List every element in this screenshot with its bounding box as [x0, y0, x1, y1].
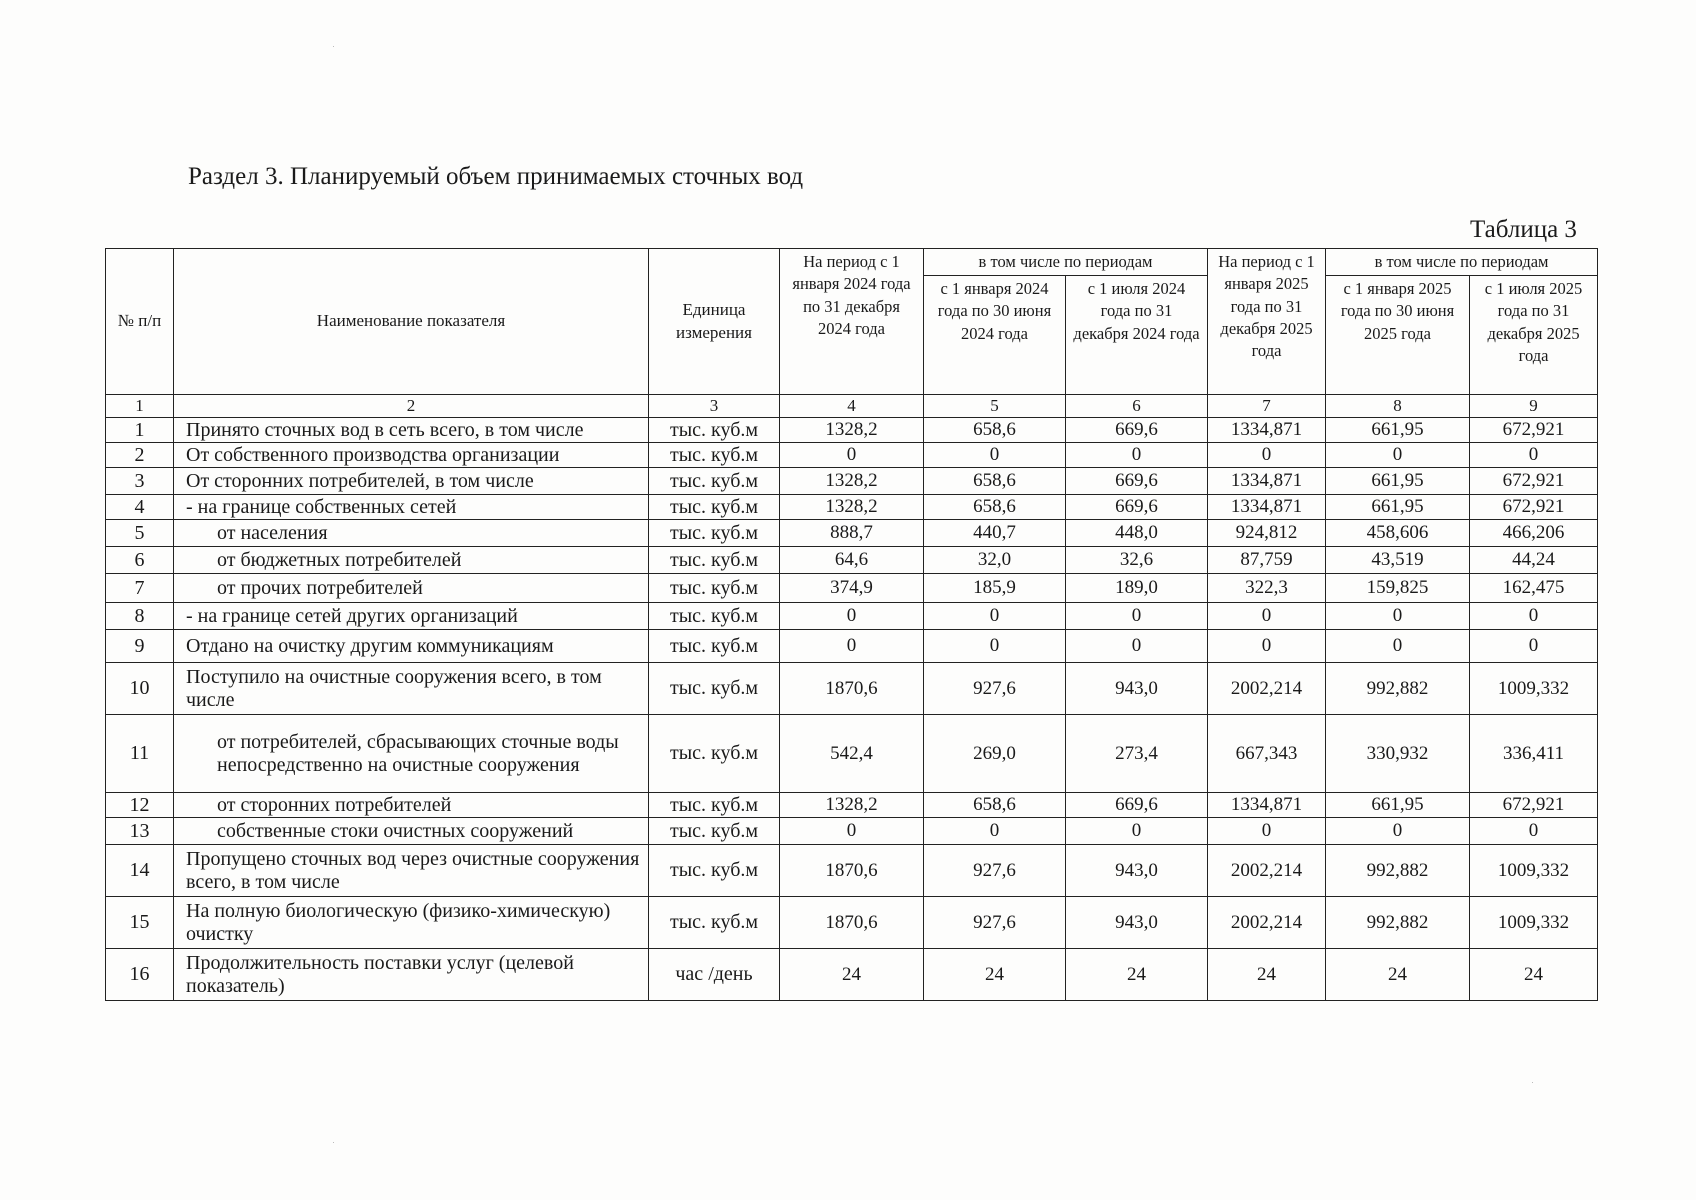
value-cell: 661,95 [1326, 418, 1470, 443]
header-h2-2024: с 1 июля 2024 года по 31 декабря 2024 года [1066, 276, 1208, 395]
value-cell: 0 [1470, 630, 1598, 663]
value-cell: 0 [780, 818, 924, 845]
value-cell: 0 [1066, 818, 1208, 845]
row-number: 4 [106, 495, 174, 520]
row-number: 6 [106, 547, 174, 574]
value-cell: 672,921 [1470, 468, 1598, 495]
indicator-name: Принято сточных вод в сеть всего, в том числе [174, 418, 649, 443]
column-number: 1 [106, 395, 174, 418]
indicator-name: - на границе собственных сетей [174, 495, 649, 520]
value-cell: 1328,2 [780, 468, 924, 495]
value-cell: 24 [1470, 949, 1598, 1001]
table-row [106, 818, 1598, 845]
unit: час /день [649, 949, 780, 1001]
unit: тыс. куб.м [649, 715, 780, 793]
row-number: 13 [106, 818, 174, 845]
row-number: 15 [106, 897, 174, 949]
value-cell: 24 [924, 949, 1066, 1001]
document-title: Раздел 3. Планируемый объем принимаемых сточных вод [188, 163, 804, 190]
header-h2-2025: с 1 июля 2025 года по 31 декабря 2025 года [1470, 276, 1598, 395]
unit: тыс. куб.м [649, 547, 780, 574]
value-cell: 1009,332 [1470, 897, 1598, 949]
value-cell: 189,0 [1066, 574, 1208, 603]
value-cell: 1334,871 [1208, 495, 1326, 520]
value-cell: 927,6 [924, 663, 1066, 715]
value-cell: 458,606 [1326, 520, 1470, 547]
value-cell: 667,343 [1208, 715, 1326, 793]
value-cell: 440,7 [924, 520, 1066, 547]
value-cell: 336,411 [1470, 715, 1598, 793]
value-cell: 0 [1326, 603, 1470, 630]
value-cell: 1009,332 [1470, 663, 1598, 715]
value-cell: 159,825 [1326, 574, 1470, 603]
value-cell: 672,921 [1470, 793, 1598, 818]
value-cell: 661,95 [1326, 793, 1470, 818]
value-cell: 888,7 [780, 520, 924, 547]
value-cell: 0 [1326, 818, 1470, 845]
header-name: Наименование показателя [174, 249, 649, 395]
table-row [106, 949, 1598, 1001]
table-row [106, 663, 1598, 715]
value-cell: 924,812 [1208, 520, 1326, 547]
header-h1-2024: с 1 января 2024 года по 30 июня 2024 года [924, 276, 1066, 395]
row-number: 10 [106, 663, 174, 715]
scan-speck [333, 46, 334, 47]
value-cell: 0 [1208, 818, 1326, 845]
value-cell: 0 [1208, 443, 1326, 468]
value-cell: 658,6 [924, 418, 1066, 443]
value-cell: 661,95 [1326, 495, 1470, 520]
unit: тыс. куб.м [649, 845, 780, 897]
indicator-name: От собственного производства организации [174, 443, 649, 468]
value-cell: 273,4 [1066, 715, 1208, 793]
value-cell: 658,6 [924, 793, 1066, 818]
table-row [106, 468, 1598, 495]
header-h1-2025: с 1 января 2025 года по 30 июня 2025 года [1326, 276, 1470, 395]
indicator-name: Пропущено сточных вод через очистные сооружения всего, в том числе [174, 845, 649, 897]
header-split-2024: в том числе по периодам [924, 249, 1208, 276]
indicator-name: собственные стоки очистных сооружений [174, 818, 649, 845]
table-row [106, 574, 1598, 603]
unit: тыс. куб.м [649, 897, 780, 949]
value-cell: 44,24 [1470, 547, 1598, 574]
unit: тыс. куб.м [649, 663, 780, 715]
table-row [106, 547, 1598, 574]
value-cell: 1870,6 [780, 897, 924, 949]
value-cell: 669,6 [1066, 495, 1208, 520]
value-cell: 669,6 [1066, 418, 1208, 443]
value-cell: 669,6 [1066, 793, 1208, 818]
column-number: 6 [1066, 395, 1208, 418]
value-cell: 0 [1066, 443, 1208, 468]
indicator-name: от населения [174, 520, 649, 547]
unit: тыс. куб.м [649, 443, 780, 468]
indicator-name: - на границе сетей других организаций [174, 603, 649, 630]
table-caption: Таблица 3 [1470, 216, 1577, 243]
header-period-2024: На период с 1 января 2024 года по 31 декабря 2024 года [780, 249, 924, 395]
value-cell: 0 [1470, 818, 1598, 845]
value-cell: 0 [1470, 443, 1598, 468]
value-cell: 87,759 [1208, 547, 1326, 574]
value-cell: 2002,214 [1208, 897, 1326, 949]
value-cell: 927,6 [924, 845, 1066, 897]
table-row [106, 520, 1598, 547]
value-cell: 1334,871 [1208, 418, 1326, 443]
value-cell: 0 [1470, 603, 1598, 630]
value-cell: 1328,2 [780, 793, 924, 818]
header-unit: Единица измерения [649, 249, 780, 395]
table-row [106, 418, 1598, 443]
scan-speck [333, 1142, 334, 1143]
table-row [106, 443, 1598, 468]
value-cell: 0 [780, 443, 924, 468]
value-cell: 0 [1208, 603, 1326, 630]
column-number: 3 [649, 395, 780, 418]
unit: тыс. куб.м [649, 793, 780, 818]
value-cell: 269,0 [924, 715, 1066, 793]
value-cell: 672,921 [1470, 418, 1598, 443]
value-cell: 658,6 [924, 468, 1066, 495]
value-cell: 162,475 [1470, 574, 1598, 603]
value-cell: 661,95 [1326, 468, 1470, 495]
indicator-name: Продолжительность поставки услуг (целевой показатель) [174, 949, 649, 1001]
value-cell: 992,882 [1326, 897, 1470, 949]
value-cell: 943,0 [1066, 663, 1208, 715]
value-cell: 669,6 [1066, 468, 1208, 495]
row-number: 12 [106, 793, 174, 818]
indicator-name: от прочих потребителей [174, 574, 649, 603]
row-number: 1 [106, 418, 174, 443]
column-number: 8 [1326, 395, 1470, 418]
value-cell: 0 [780, 630, 924, 663]
indicator-name: от потребителей, сбрасывающих сточные воды непосредственно на очистные сооружения [174, 715, 649, 793]
unit: тыс. куб.м [649, 630, 780, 663]
value-cell: 943,0 [1066, 897, 1208, 949]
indicator-name: Поступило на очистные сооружения всего, в том числе [174, 663, 649, 715]
row-number: 5 [106, 520, 174, 547]
column-number: 4 [780, 395, 924, 418]
scan-speck [1532, 1082, 1533, 1083]
column-number-row [106, 395, 1598, 418]
value-cell: 1334,871 [1208, 468, 1326, 495]
value-cell: 1328,2 [780, 495, 924, 520]
value-cell: 943,0 [1066, 845, 1208, 897]
unit: тыс. куб.м [649, 495, 780, 520]
wastewater-volume-table [105, 248, 1598, 1001]
table-row [106, 897, 1598, 949]
row-number: 16 [106, 949, 174, 1001]
value-cell: 542,4 [780, 715, 924, 793]
value-cell: 658,6 [924, 495, 1066, 520]
value-cell: 1328,2 [780, 418, 924, 443]
value-cell: 448,0 [1066, 520, 1208, 547]
value-cell: 2002,214 [1208, 663, 1326, 715]
value-cell: 32,0 [924, 547, 1066, 574]
table-row [106, 630, 1598, 663]
value-cell: 672,921 [1470, 495, 1598, 520]
value-cell: 927,6 [924, 897, 1066, 949]
value-cell: 24 [780, 949, 924, 1001]
value-cell: 0 [1208, 630, 1326, 663]
header-split-2025: в том числе по периодам [1326, 249, 1598, 276]
indicator-name: От сторонних потребителей, в том числе [174, 468, 649, 495]
indicator-name: от сторонних потребителей [174, 793, 649, 818]
table-row [106, 495, 1598, 520]
value-cell: 322,3 [1208, 574, 1326, 603]
value-cell: 1334,871 [1208, 793, 1326, 818]
value-cell: 2002,214 [1208, 845, 1326, 897]
value-cell: 24 [1326, 949, 1470, 1001]
value-cell: 185,9 [924, 574, 1066, 603]
column-number: 9 [1470, 395, 1598, 418]
row-number: 14 [106, 845, 174, 897]
unit: тыс. куб.м [649, 603, 780, 630]
value-cell: 64,6 [780, 547, 924, 574]
value-cell: 0 [924, 443, 1066, 468]
value-cell: 374,9 [780, 574, 924, 603]
value-cell: 0 [1326, 443, 1470, 468]
header-num: № п/п [106, 249, 174, 395]
value-cell: 0 [924, 603, 1066, 630]
row-number: 11 [106, 715, 174, 793]
indicator-name: На полную биологическую (физико-химическую) очистку [174, 897, 649, 949]
column-number: 7 [1208, 395, 1326, 418]
table-row [106, 793, 1598, 818]
unit: тыс. куб.м [649, 520, 780, 547]
unit: тыс. куб.м [649, 574, 780, 603]
table-row [106, 715, 1598, 793]
indicator-name: от бюджетных потребителей [174, 547, 649, 574]
value-cell: 0 [924, 630, 1066, 663]
row-number: 2 [106, 443, 174, 468]
table-row [106, 845, 1598, 897]
value-cell: 0 [780, 603, 924, 630]
value-cell: 0 [1066, 630, 1208, 663]
value-cell: 24 [1066, 949, 1208, 1001]
value-cell: 43,519 [1326, 547, 1470, 574]
row-number: 3 [106, 468, 174, 495]
value-cell: 1870,6 [780, 845, 924, 897]
value-cell: 992,882 [1326, 663, 1470, 715]
value-cell: 24 [1208, 949, 1326, 1001]
value-cell: 0 [1326, 630, 1470, 663]
row-number: 9 [106, 630, 174, 663]
value-cell: 330,932 [1326, 715, 1470, 793]
value-cell: 0 [1066, 603, 1208, 630]
value-cell: 1870,6 [780, 663, 924, 715]
column-number: 2 [174, 395, 649, 418]
unit: тыс. куб.м [649, 818, 780, 845]
value-cell: 1009,332 [1470, 845, 1598, 897]
value-cell: 466,206 [1470, 520, 1598, 547]
column-number: 5 [924, 395, 1066, 418]
value-cell: 0 [924, 818, 1066, 845]
value-cell: 32,6 [1066, 547, 1208, 574]
unit: тыс. куб.м [649, 468, 780, 495]
row-number: 7 [106, 574, 174, 603]
unit: тыс. куб.м [649, 418, 780, 443]
table-row [106, 603, 1598, 630]
value-cell: 992,882 [1326, 845, 1470, 897]
header-period-2025: На период с 1 января 2025 года по 31 декабря 2025 года [1208, 249, 1326, 395]
indicator-name: Отдано на очистку другим коммуникациям [174, 630, 649, 663]
row-number: 8 [106, 603, 174, 630]
